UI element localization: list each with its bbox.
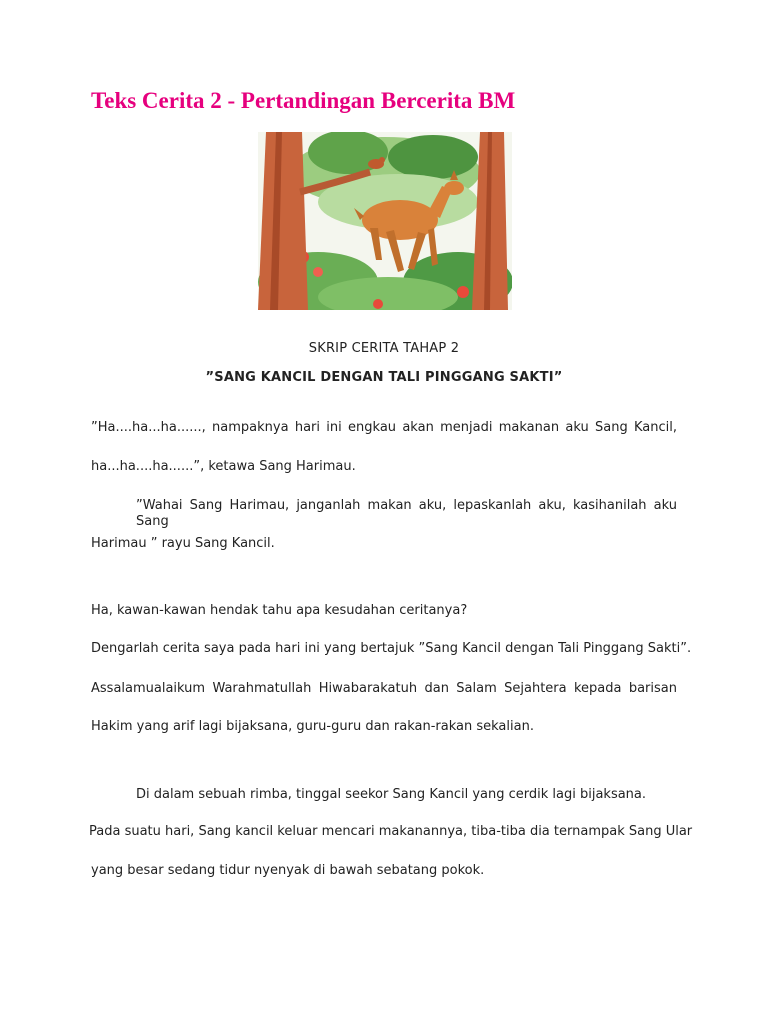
mousedeer-forest-illustration xyxy=(258,132,512,310)
paragraph-3: ”Wahai Sang Harimau, janganlah makan aku, lepaskanlah aku, kasihanilah aku Sang xyxy=(136,498,677,529)
paragraph-7: Assalamualaikum Warahmatullah Hiwabarakatuh dan Salam Sejahtera kepada barisan xyxy=(91,681,677,696)
paragraph-11: yang besar sedang tidur nyenyak di bawah sebatang pokok. xyxy=(91,863,485,878)
story-title: ”SANG KANCIL DENGAN TALI PINGGANG SAKTI” xyxy=(205,370,563,385)
page-title: Teks Cerita 2 - Pertandingan Bercerita BM xyxy=(91,88,516,113)
paragraph-2: ha...ha....ha......”, ketawa Sang Harimau. xyxy=(91,459,356,474)
paragraph-4: Harimau ” rayu Sang Kancil. xyxy=(91,536,275,551)
paragraph-8: Hakim yang arif lagi bijaksana, guru-guru dan rakan-rakan sekalian. xyxy=(91,719,534,734)
paragraph-9: Di dalam sebuah rimba, tinggal seekor Sang Kancil yang cerdik lagi bijaksana. xyxy=(136,787,647,802)
paragraph-10: Pada suatu hari, Sang kancil keluar mencari makanannya, tiba-tiba dia ternampak Sang Ular xyxy=(89,824,693,839)
paragraph-1: ”Ha....ha...ha......, nampaknya hari ini engkau akan menjadi makanan aku Sang Kancil, xyxy=(91,420,677,435)
paragraph-5: Ha, kawan-kawan hendak tahu apa kesudahan ceritanya? xyxy=(91,603,468,618)
paragraph-6: Dengarlah cerita saya pada hari ini yang bertajuk ”Sang Kancil dengan Tali Pinggang Sakti”. xyxy=(91,641,692,656)
script-subtitle: SKRIP CERITA TAHAP 2 xyxy=(308,341,460,356)
